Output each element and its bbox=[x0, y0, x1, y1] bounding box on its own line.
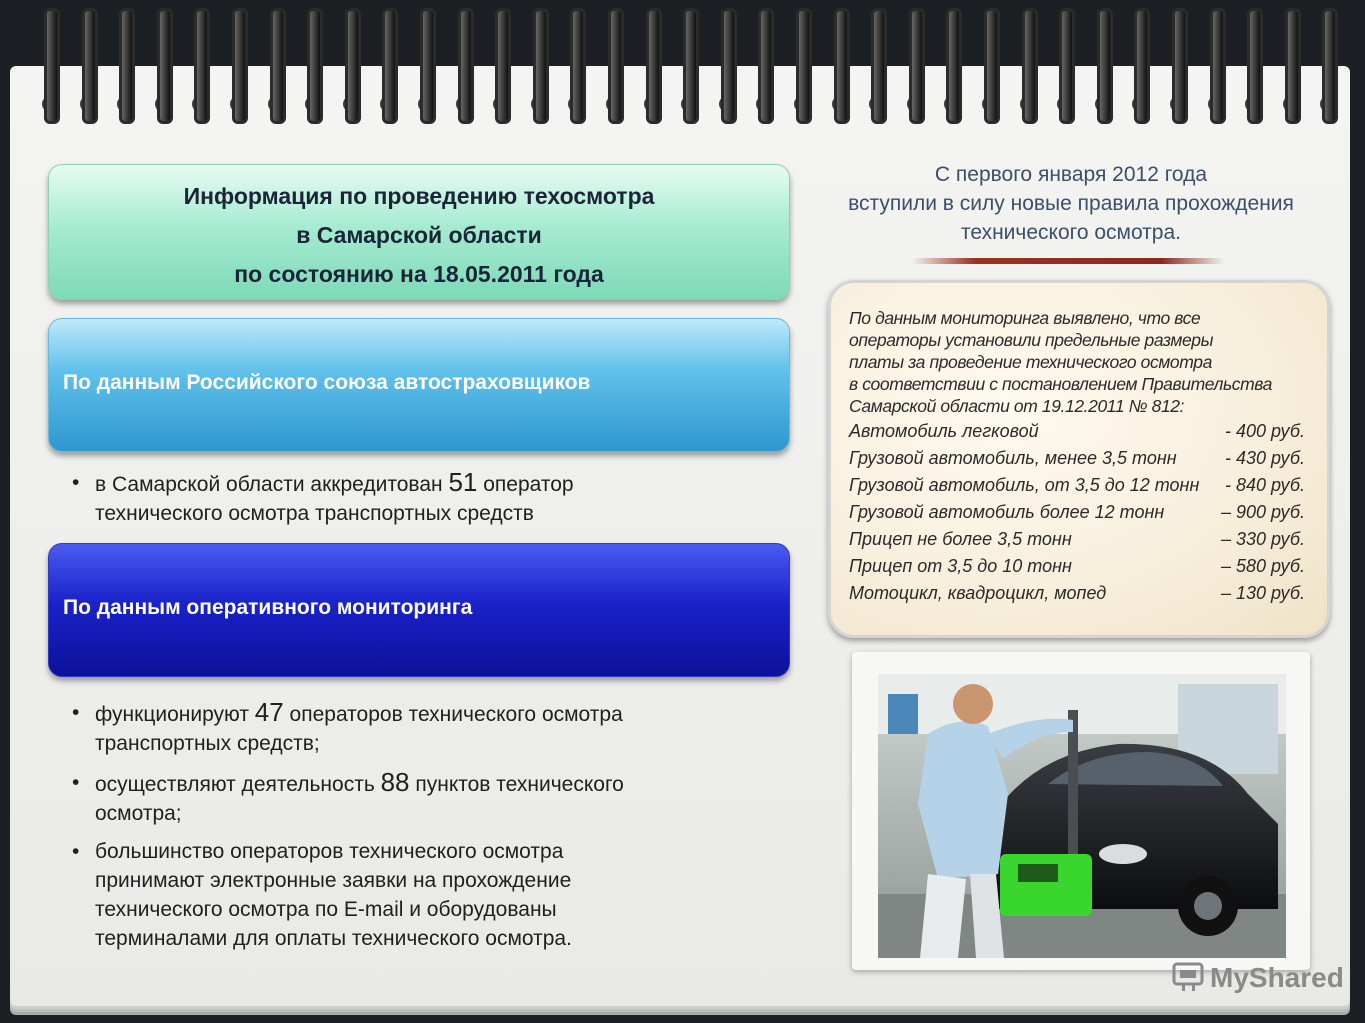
myshared-logo-icon bbox=[1172, 962, 1206, 992]
binding-ring bbox=[758, 8, 774, 124]
bullet-1-post: операторов технического осмотра bbox=[283, 703, 623, 726]
price-label: Автомобиль легковой bbox=[849, 421, 1039, 441]
binding-ring bbox=[194, 8, 210, 124]
price-row bbox=[849, 421, 1305, 442]
bullet-1-line2: транспортных средств; bbox=[95, 732, 320, 755]
rules-intro bbox=[806, 160, 1336, 247]
price-value: - 430 руб. bbox=[1225, 448, 1305, 468]
rules-intro-line-2: вступили в силу новые правила прохождения bbox=[848, 192, 1294, 215]
price-row bbox=[849, 475, 1305, 496]
bullet-2-number: 88 bbox=[380, 767, 410, 797]
brush-underline bbox=[912, 258, 1224, 264]
note-intro-line-5: Самарской области от 19.12.2011 № 812: bbox=[849, 396, 1185, 416]
price-label: Мотоцикл, квадроцикл, мопед bbox=[849, 583, 1107, 603]
price-note-card bbox=[828, 280, 1330, 638]
bullet-2-pre: осуществляют деятельность bbox=[95, 773, 381, 796]
binding-ring bbox=[382, 8, 398, 124]
binding-ring bbox=[683, 8, 699, 124]
bullet-2-line2: осмотра; bbox=[95, 802, 182, 825]
price-row bbox=[849, 556, 1305, 577]
rules-intro-line-1: С первого января 2012 года bbox=[934, 163, 1208, 186]
price-row bbox=[849, 529, 1305, 550]
binding-ring bbox=[1097, 8, 1113, 124]
bullet-3-line1: большинство операторов технического осмотра bbox=[95, 840, 564, 863]
binding-ring bbox=[1247, 8, 1263, 124]
binding-ring bbox=[570, 8, 586, 124]
binding-ring bbox=[533, 8, 549, 124]
bullet-dot: • bbox=[72, 701, 80, 724]
rsa-bullet-post: оператор bbox=[477, 473, 574, 496]
myshared-watermark: MyShared bbox=[1210, 962, 1344, 993]
price-value: – 330 руб. bbox=[1221, 529, 1305, 549]
binding-ring bbox=[458, 8, 474, 124]
price-value: - 400 руб. bbox=[1225, 421, 1305, 441]
inspection-photo-illustration bbox=[878, 674, 1286, 958]
binding-ring bbox=[1172, 8, 1188, 124]
bullet-dot: • bbox=[72, 471, 80, 494]
binding-ring bbox=[1210, 8, 1226, 124]
binding-ring bbox=[984, 8, 1000, 124]
rsa-label: По данным Российского союза автостраховщиков bbox=[63, 371, 591, 394]
price-value: – 580 руб. bbox=[1221, 556, 1305, 576]
binding-ring bbox=[1285, 8, 1301, 124]
title-line-2: в Самарской области bbox=[296, 222, 542, 248]
note-intro-line-1: По данным мониторинга выявлено, что все bbox=[849, 308, 1201, 328]
title-line-1: Информация по проведению техосмотра bbox=[183, 183, 655, 209]
rsa-bullet bbox=[72, 468, 752, 528]
binding-ring bbox=[232, 8, 248, 124]
note-intro bbox=[849, 307, 1329, 417]
bullet-3-line3: технического осмотра по E-mail и оборудованы bbox=[95, 898, 557, 921]
price-row bbox=[849, 583, 1305, 604]
bullet-1-number: 47 bbox=[254, 697, 284, 727]
title-box bbox=[48, 164, 790, 300]
price-label: Прицеп не более 3,5 тонн bbox=[849, 529, 1072, 549]
binding-ring bbox=[946, 8, 962, 124]
price-value: - 840 руб. bbox=[1225, 475, 1305, 495]
monitoring-box bbox=[48, 543, 790, 677]
rsa-bullet-pre: в Самарской области аккредитован bbox=[95, 473, 449, 496]
note-intro-line-2: операторы установили предельные размеры bbox=[849, 330, 1214, 350]
price-label: Грузовой автомобиль, от 3,5 до 12 тонн bbox=[849, 475, 1200, 495]
binding-ring bbox=[495, 8, 511, 124]
binding-ring bbox=[1022, 8, 1038, 124]
binding-ring bbox=[157, 8, 173, 124]
binding-ring bbox=[119, 8, 135, 124]
price-label: Прицеп от 3,5 до 10 тонн bbox=[849, 556, 1072, 576]
price-value: – 130 руб. bbox=[1221, 583, 1305, 603]
rsa-bullet-line2: технического осмотра транспортных средств bbox=[95, 502, 534, 525]
binding-ring bbox=[646, 8, 662, 124]
binding-ring bbox=[1322, 8, 1338, 124]
binding-ring bbox=[420, 8, 436, 124]
price-row bbox=[849, 448, 1305, 469]
bullet-dot: • bbox=[72, 840, 80, 863]
binding-ring bbox=[82, 8, 98, 124]
binding-ring bbox=[270, 8, 286, 124]
binding-ring bbox=[1059, 8, 1075, 124]
binding-ring bbox=[307, 8, 323, 124]
binding-ring bbox=[1134, 8, 1150, 124]
monitoring-label: По данным оперативного мониторинга bbox=[63, 596, 473, 619]
binding-ring bbox=[796, 8, 812, 124]
bullet-1-pre: функционируют bbox=[95, 703, 255, 726]
binding-ring bbox=[44, 8, 60, 124]
price-value: – 900 руб. bbox=[1221, 502, 1305, 522]
price-row bbox=[849, 502, 1305, 523]
title-line-3: по состоянию на 18.05.2011 года bbox=[234, 261, 604, 287]
note-intro-line-4: в соответствии с постановлением Правительства bbox=[849, 374, 1272, 394]
rules-intro-line-3: технического осмотра. bbox=[960, 221, 1181, 244]
monitoring-bullet-1 bbox=[72, 698, 752, 758]
binding-ring bbox=[909, 8, 925, 124]
note-intro-line-3: платы за проведение технического осмотра bbox=[849, 352, 1212, 372]
bullet-3-line4: терминалами для оплаты технического осмотра. bbox=[95, 927, 572, 950]
binding-ring bbox=[345, 8, 361, 124]
binding-ring bbox=[834, 8, 850, 124]
price-label: Грузовой автомобиль более 12 тонн bbox=[849, 502, 1165, 522]
bullet-dot: • bbox=[72, 771, 80, 794]
spiral-binding bbox=[0, 0, 1365, 130]
price-label: Грузовой автомобиль, менее 3,5 тонн bbox=[849, 448, 1177, 468]
bullet-3-line2: принимают электронные заявки на прохождение bbox=[95, 869, 572, 892]
monitoring-bullet-2 bbox=[72, 768, 752, 828]
monitoring-bullet-3 bbox=[72, 837, 752, 953]
bullet-2-post: пунктов технического bbox=[409, 773, 624, 796]
binding-ring bbox=[871, 8, 887, 124]
binding-ring bbox=[721, 8, 737, 124]
rsa-box bbox=[48, 318, 790, 452]
rsa-bullet-number: 51 bbox=[448, 467, 478, 497]
binding-ring bbox=[608, 8, 624, 124]
inspection-photo bbox=[878, 674, 1286, 958]
